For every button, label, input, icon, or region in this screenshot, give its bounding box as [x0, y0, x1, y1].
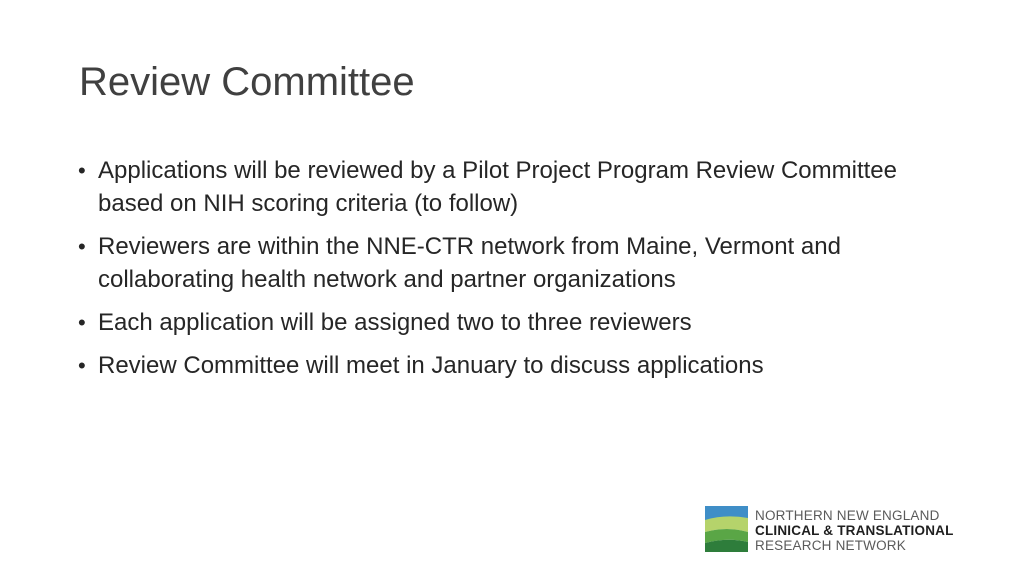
- slide-title: Review Committee: [79, 60, 415, 104]
- bullet-marker: •: [78, 234, 86, 259]
- bullet-text: Applications will be reviewed by a Pilot Project Program Review Committee based on NIH scoring criteria (to follow): [98, 157, 897, 217]
- logo-line-3: RESEARCH NETWORK: [755, 538, 906, 553]
- bullet-item: [78, 349, 958, 382]
- bullet-text: Reviewers are within the NNE-CTR network from Maine, Vermont and collaborating health network and partner organizations: [98, 233, 841, 293]
- logo-line-1: NORTHERN NEW ENGLAND: [755, 508, 940, 523]
- bullet-text: Review Committee will meet in January to discuss applications: [98, 352, 764, 379]
- logo-landscape-icon: [705, 506, 748, 552]
- logo-line-2: CLINICAL & TRANSLATIONAL: [755, 523, 954, 538]
- bullet-list: [78, 154, 958, 392]
- bullet-item: [78, 230, 958, 296]
- nne-ctr-logo: [705, 506, 980, 556]
- bullet-text: Each application will be assigned two to three reviewers: [98, 309, 692, 336]
- bullet-marker: •: [78, 310, 86, 335]
- logo-text: [755, 508, 980, 553]
- bullet-item: [78, 306, 958, 339]
- bullet-marker: •: [78, 158, 86, 183]
- bullet-marker: •: [78, 353, 86, 378]
- bullet-item: [78, 154, 958, 220]
- logo-dark-field: [705, 540, 748, 552]
